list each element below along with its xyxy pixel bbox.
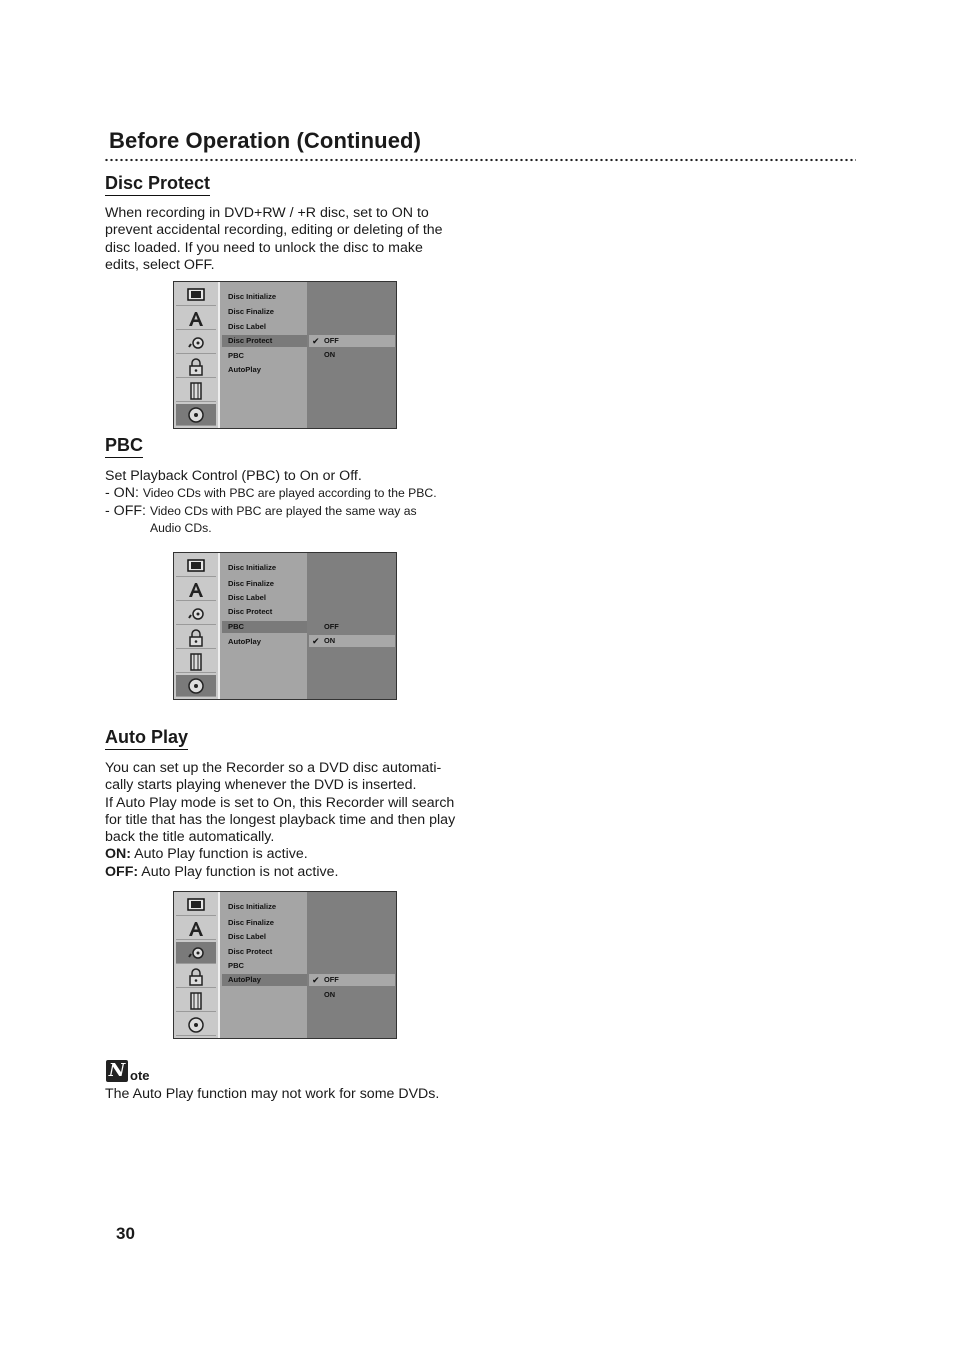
lock-icon — [176, 627, 216, 649]
option-label: ON — [324, 350, 336, 359]
menu-items-column — [220, 553, 307, 699]
menu-item-disc-label[interactable]: Disc Label — [228, 932, 266, 941]
language-icon — [176, 579, 216, 601]
language-icon — [176, 918, 216, 940]
tv-icon — [176, 894, 216, 916]
option-label: ON — [324, 636, 336, 645]
menu-item-disc-initialize[interactable]: Disc Initialize — [228, 563, 277, 572]
audio-icon — [176, 942, 216, 964]
menu-item-disc-protect[interactable]: Disc Protect — [228, 947, 273, 956]
menu-item-disc-protect[interactable]: Disc Protect — [222, 335, 307, 347]
disc-protect-menu-screenshot — [173, 281, 397, 429]
menu-items-column — [220, 892, 307, 1038]
menu-item-disc-initialize[interactable]: Disc Initialize — [228, 902, 277, 911]
audio-icon — [176, 603, 216, 625]
menu-icon-column — [174, 892, 220, 1038]
disc-protect-description — [105, 205, 475, 274]
menu-icon-column — [174, 282, 220, 428]
menu-item-autoplay[interactable]: AutoPlay — [228, 637, 261, 646]
text-line: If Auto Play mode is set to On, this Recorder will search — [105, 794, 455, 811]
disc-icon — [176, 404, 216, 426]
option-label: OFF — [324, 975, 339, 984]
text-line: for title that has the longest playback time and then play — [105, 811, 456, 828]
option-off[interactable] — [309, 974, 395, 986]
text-line: back the title automatically. — [105, 829, 275, 846]
menu-item-disc-protect[interactable]: Disc Protect — [228, 607, 273, 616]
audio-icon — [176, 332, 216, 354]
menu-item-pbc[interactable]: PBC — [222, 621, 307, 633]
lock-icon — [176, 356, 216, 378]
checkmark-icon: ✔ — [312, 336, 320, 346]
text-line: When recording in DVD+RW / +R disc, set to ON to — [105, 205, 429, 221]
auto-play-heading: Auto Play — [105, 726, 188, 750]
text-line: edits, select OFF. — [105, 256, 215, 273]
option-on[interactable] — [309, 989, 395, 1001]
disc-icon — [176, 675, 216, 697]
option-on[interactable] — [309, 635, 395, 647]
film-icon — [176, 990, 216, 1012]
menu-options-column — [307, 553, 396, 699]
pbc-intro: Set Playback Control (PBC) to On or Off. — [105, 468, 362, 484]
menu-item-pbc[interactable]: PBC — [228, 961, 245, 970]
text-line: cally starts playing whenever the DVD is inserted. — [105, 777, 417, 794]
menu-icon-column — [174, 553, 220, 699]
checkmark-icon: ✔ — [312, 975, 320, 985]
on-description: Video CDs with PBC are played according to the PBC. — [142, 486, 437, 501]
on-label: ON: — [105, 846, 132, 863]
page-number: 30 — [116, 1224, 135, 1243]
option-label: ON — [324, 990, 336, 999]
menu-item-disc-initialize[interactable]: Disc Initialize — [228, 292, 277, 301]
film-icon — [176, 651, 216, 673]
lock-icon — [176, 966, 216, 988]
option-label: OFF — [324, 336, 339, 345]
auto-play-menu-screenshot — [173, 891, 397, 1039]
menu-item-disc-label[interactable]: Disc Label — [228, 322, 266, 331]
checkmark-icon: ✔ — [312, 636, 320, 646]
page-title: Before Operation (Continued) — [109, 128, 422, 153]
off-description: Video CDs with PBC are played the same way as — [149, 503, 417, 518]
note-text: The Auto Play function may not work for some DVDs. — [105, 1086, 440, 1102]
menu-options-column — [307, 892, 396, 1038]
option-off[interactable] — [309, 621, 395, 633]
pbc-heading: PBC — [105, 434, 143, 458]
dotted-divider — [104, 158, 856, 162]
tv-icon — [176, 284, 216, 306]
off-description-cont: Audio CDs. — [150, 520, 212, 535]
pbc-description — [105, 468, 505, 537]
menu-item-disc-label[interactable]: Disc Label — [228, 593, 266, 602]
pbc-menu-screenshot — [173, 552, 397, 700]
on-text: Auto Play function is active. — [131, 846, 308, 863]
option-on[interactable] — [309, 349, 395, 361]
auto-play-description — [105, 760, 485, 881]
film-icon — [176, 380, 216, 402]
menu-item-disc-finalize[interactable]: Disc Finalize — [228, 307, 275, 316]
off-text: Auto Play function is not active. — [138, 863, 339, 880]
tv-icon — [176, 555, 216, 577]
text-line: prevent accidental recording, editing or deleting of the — [105, 222, 443, 239]
menu-item-autoplay[interactable]: AutoPlay — [228, 365, 261, 374]
text-line: You can set up the Recorder so a DVD disc automati- — [105, 760, 442, 776]
option-off[interactable] — [309, 335, 395, 347]
disc-icon — [176, 1014, 216, 1036]
menu-item-autoplay[interactable]: AutoPlay — [222, 974, 307, 986]
menu-options-column — [307, 282, 396, 428]
menu-item-disc-finalize[interactable]: Disc Finalize — [228, 579, 275, 588]
disc-protect-heading: Disc Protect — [105, 172, 210, 196]
off-prefix: - OFF: — [105, 502, 146, 519]
language-icon — [176, 308, 216, 330]
menu-item-disc-finalize[interactable]: Disc Finalize — [228, 918, 275, 927]
text-line: disc loaded. If you need to unlock the disc to make — [105, 239, 423, 256]
on-prefix: - ON: — [105, 485, 139, 502]
option-label: OFF — [324, 622, 339, 631]
note-label: ote — [130, 1068, 150, 1083]
menu-item-pbc[interactable]: PBC — [228, 351, 245, 360]
note-icon: N — [106, 1060, 128, 1082]
off-label: OFF: — [105, 863, 139, 880]
menu-items-column — [220, 282, 307, 428]
